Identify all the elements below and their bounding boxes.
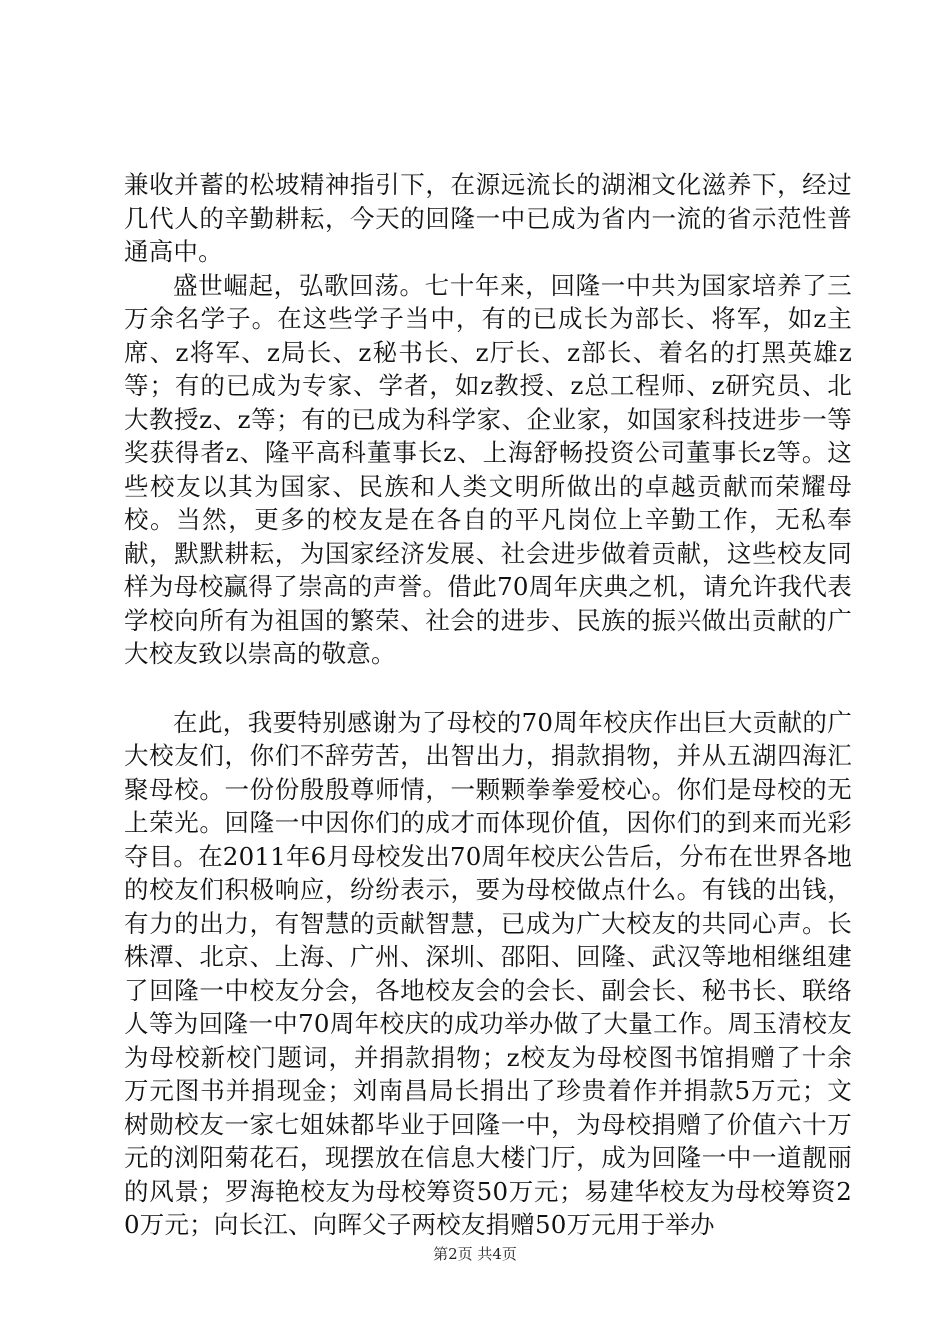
paragraph-alumni-thanks: 在此，我要特别感谢为了母校的70周年校庆作出巨大贡献的广大校友们，你们不辞劳苦，出智出力，捐款捐物，并从五湖四海汇聚母校。一份份殷殷尊师情，一颗颗拳拳爱校心。你们是母校的无上荣光。回隆一中因你们的成才而体现价值，因你们的到来而光彩夺目。在2011年6月母校发出70周年校庆公告后，分布在世界各地的校友们积极响应，纷纷表示，要为母校做点什么。有钱的出钱，有力的出力，有智慧的贡献智慧，已成为广大校友的共同心声。长株潭、北京、上海、广州、深圳、邵阳、回隆、武汉等地相继组建了回隆一中校友分会，各地校友会的会长、副会长、秘书长、联络人等为回隆一中70周年校庆的成功举办做了大量工作。周玉清校友为母校新校门题词，并捐款捐物；z校友为母校图书馆捐赠了十余万元图书并捐现金；刘南昌局长捐出了珍贵着作并捐款5万元；文树勋校友一家七姐妹都毕业于回隆一中，为母校捐赠了价值六十万元的浏阳菊花石，现摆放在信息大楼门厅，成为回隆一中一道靓丽的风景；罗海艳校友为母校筹资50万元；易建华校友为母校筹资20万元；向长江、向晖父子两校友捐赠50万元用于举办: [124, 707, 853, 1239]
paragraph-alumni-achievements: 盛世崛起，弘歌回荡。七十年来，回隆一中共为国家培养了三万余名学子。在这些学子当中，有的已成长为部长、将军，如z主席、z将军、z局长、z秘书长、z厅长、z部长、着名的打黑英雄z等；有的已成为专家、学者，如z教授、z总工程师、z研究员、北大教授z、z等；有的已成为科学家、企业家，如国家科技进步一等奖获得者z、隆平高科董事长z、上海舒畅投资公司董事长z等。这些校友以其为国家、民族和人类文明所做出的卓越贡献而荣耀母校。当然，更多的校友是在各自的平凡岗位上辛勤工作，无私奉献，默默耕耘，为国家经济发展、社会进步做着贡献，这些校友同样为母校赢得了崇高的声誉。借此70周年庆典之机，请允许我代表学校向所有为祖国的繁荣、社会的进步、民族的振兴做出贡献的广大校友致以崇高的敬意。: [124, 270, 852, 668]
document-body: [124, 168, 852, 1242]
paragraph-spacer: [124, 671, 852, 706]
paragraph-continuation: 兼收并蓄的松坡精神指引下，在源远流长的湖湘文化滋养下，经过几代人的辛勤耕耘，今天的回隆一中已成为省内一流的省示范性普通高中。: [124, 170, 852, 266]
page-number-footer: 第2页 共4页: [433, 1245, 517, 1263]
